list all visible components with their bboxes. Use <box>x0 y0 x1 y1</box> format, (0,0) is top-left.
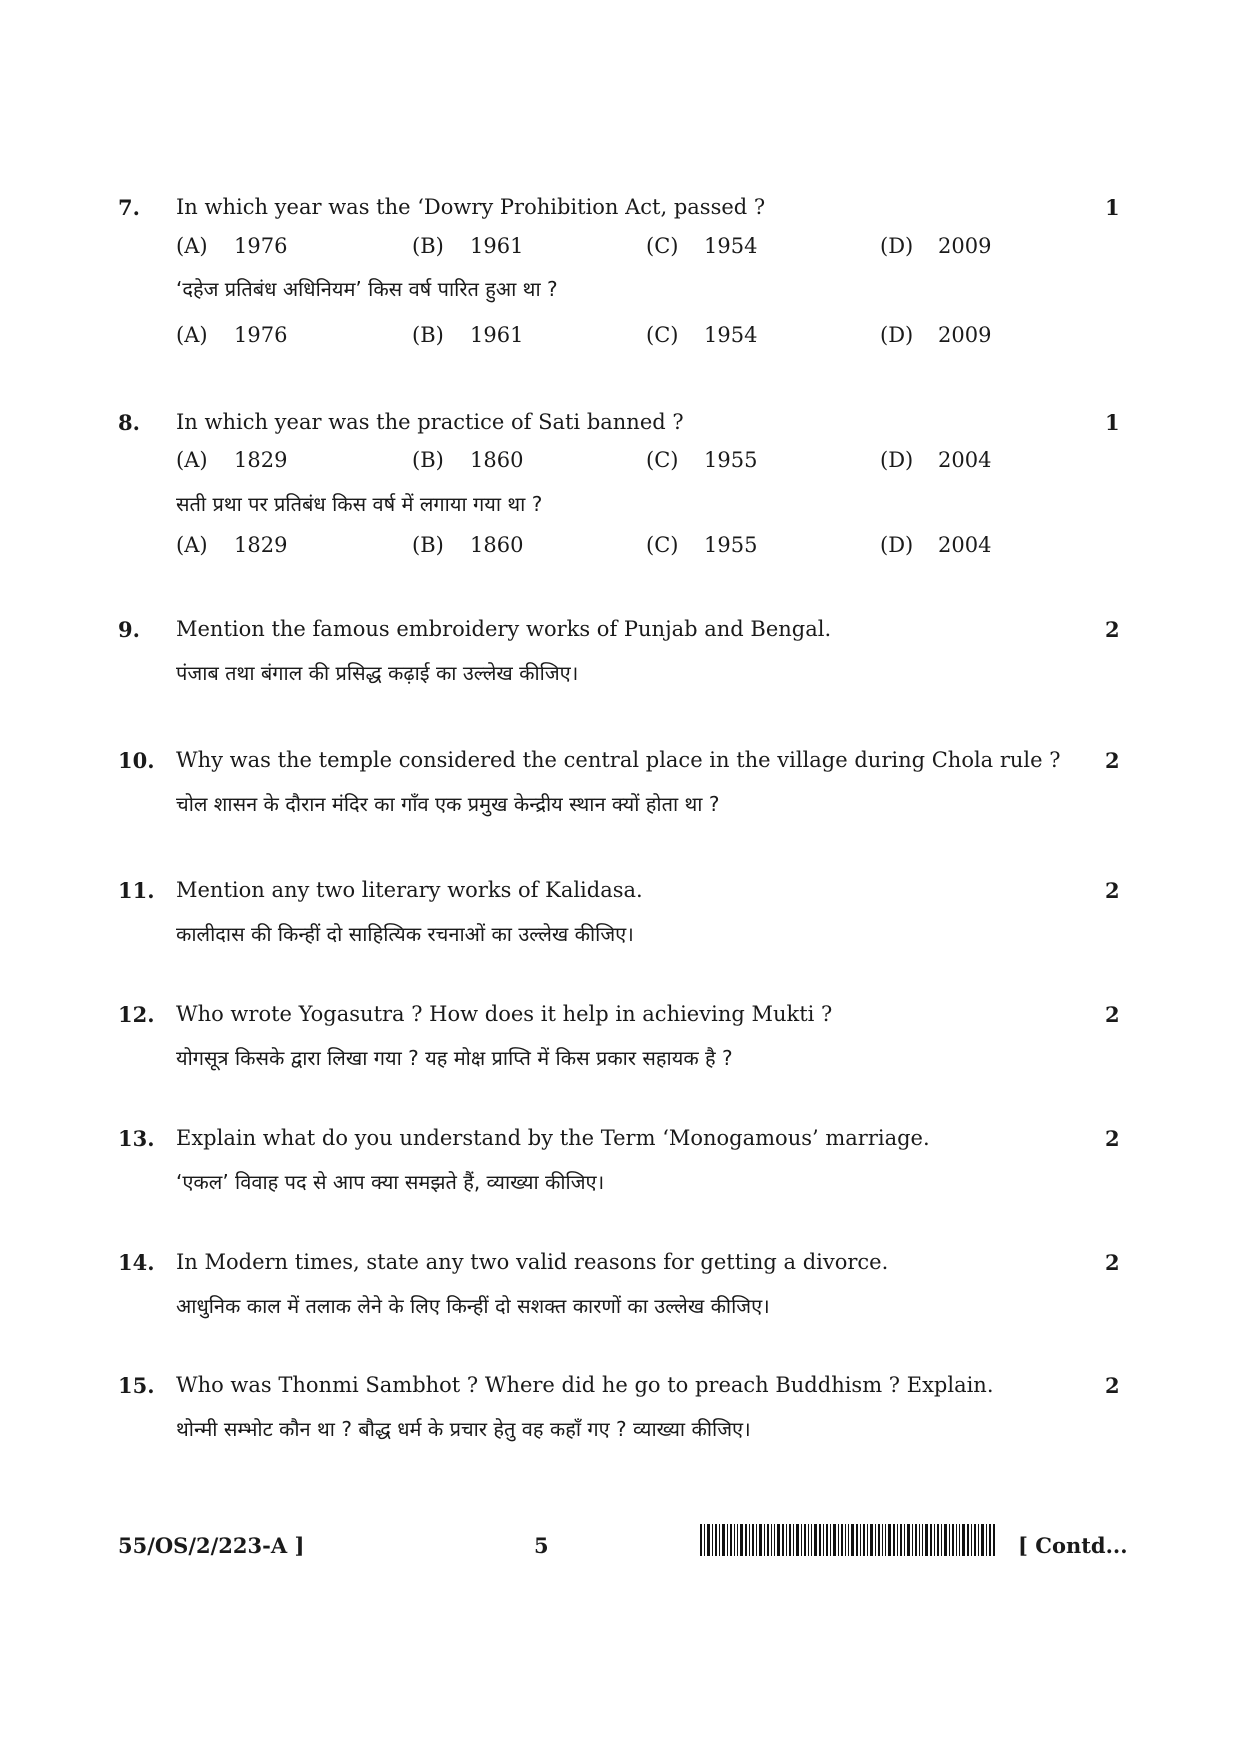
question-number: 10. <box>118 748 155 773</box>
question-marks: 2 <box>1105 1002 1120 1027</box>
option-c-en: (C) 1955 <box>646 448 758 472</box>
question-text-hi: कालीदास की किन्हीं दो साहित्यिक रचनाओं का उल्लेख कीजिए। <box>176 922 634 946</box>
question-text-hi: थोन्मी सम्भोट कौन था ? बौद्ध धर्म के प्रचार हेतु वह कहाँ गए ? व्याख्या कीजिए। <box>176 1417 751 1441</box>
option-c-en: (C) 1954 <box>646 234 758 258</box>
option-d-hi: (D) 2004 <box>880 533 992 557</box>
continued-marker: [ Contd... <box>1018 1533 1128 1558</box>
question-text-en: In which year was the ‘Dowry Prohibition Act, passed ? <box>176 195 766 219</box>
barcode <box>700 1524 995 1556</box>
option-a-en: (A) 1829 <box>176 448 288 472</box>
option-d-en: (D) 2004 <box>880 448 992 472</box>
paper-code: 55/OS/2/223-A ] <box>118 1533 305 1558</box>
option-b-en: (B) 1860 <box>412 448 524 472</box>
question-marks: 1 <box>1105 195 1120 220</box>
question-number: 14. <box>118 1250 155 1275</box>
page-number: 5 <box>534 1533 549 1558</box>
option-b-hi: (B) 1860 <box>412 533 524 557</box>
option-c-hi: (C) 1955 <box>646 533 758 557</box>
question-text-en: Mention the famous embroidery works of Punjab and Bengal. <box>176 617 832 641</box>
question-text-en: Explain what do you understand by the Term ‘Monogamous’ marriage. <box>176 1126 930 1150</box>
question-number: 9. <box>118 617 140 642</box>
question-marks: 2 <box>1105 878 1120 903</box>
question-number: 7. <box>118 195 140 220</box>
question-number: 13. <box>118 1126 155 1151</box>
question-number: 12. <box>118 1002 155 1027</box>
question-text-hi: ‘एकल’ विवाह पद से आप क्या समझते हैं, व्याख्या कीजिए। <box>176 1170 605 1194</box>
option-a-hi: (A) 1976 <box>176 323 288 347</box>
question-marks: 2 <box>1105 1373 1120 1398</box>
option-a-en: (A) 1976 <box>176 234 288 258</box>
option-b-hi: (B) 1961 <box>412 323 524 347</box>
option-d-en: (D) 2009 <box>880 234 992 258</box>
question-marks: 2 <box>1105 748 1120 773</box>
question-text-hi: ‘दहेज प्रतिबंध अधिनियम’ किस वर्ष पारित हुआ था ? <box>176 277 558 301</box>
question-text-hi: पंजाब तथा बंगाल की प्रसिद्ध कढ़ाई का उल्लेख कीजिए। <box>176 661 579 685</box>
question-marks: 2 <box>1105 1126 1120 1151</box>
question-marks: 2 <box>1105 617 1120 642</box>
question-number: 15. <box>118 1373 155 1398</box>
option-c-hi: (C) 1954 <box>646 323 758 347</box>
option-a-hi: (A) 1829 <box>176 533 288 557</box>
question-number: 11. <box>118 878 155 903</box>
question-text-hi: आधुनिक काल में तलाक लेने के लिए किन्हीं दो सशक्त कारणों का उल्लेख कीजिए। <box>176 1294 770 1318</box>
question-text-en: Why was the temple considered the central place in the village during Chola rule ? <box>176 748 1061 772</box>
option-d-hi: (D) 2009 <box>880 323 992 347</box>
question-text-en: Who was Thonmi Sambhot ? Where did he go to preach Buddhism ? Explain. <box>176 1373 994 1397</box>
question-text-hi: चोल शासन के दौरान मंदिर का गाँव एक प्रमुख केन्द्रीय स्थान क्यों होता था ? <box>176 792 720 816</box>
question-text-en: Who wrote Yogasutra ? How does it help in achieving Mukti ? <box>176 1002 833 1026</box>
question-text-en: Mention any two literary works of Kalidasa. <box>176 878 643 902</box>
question-marks: 2 <box>1105 1250 1120 1275</box>
question-text-hi: सती प्रथा पर प्रतिबंध किस वर्ष में लगाया गया था ? <box>176 492 543 516</box>
option-b-en: (B) 1961 <box>412 234 524 258</box>
question-text-en: In which year was the practice of Sati banned ? <box>176 410 684 434</box>
question-number: 8. <box>118 410 140 435</box>
question-text-hi: योगसूत्र किसके द्वारा लिखा गया ? यह मोक्ष प्राप्ति में किस प्रकार सहायक है ? <box>176 1046 733 1070</box>
question-marks: 1 <box>1105 410 1120 435</box>
question-text-en: In Modern times, state any two valid reasons for getting a divorce. <box>176 1250 889 1274</box>
